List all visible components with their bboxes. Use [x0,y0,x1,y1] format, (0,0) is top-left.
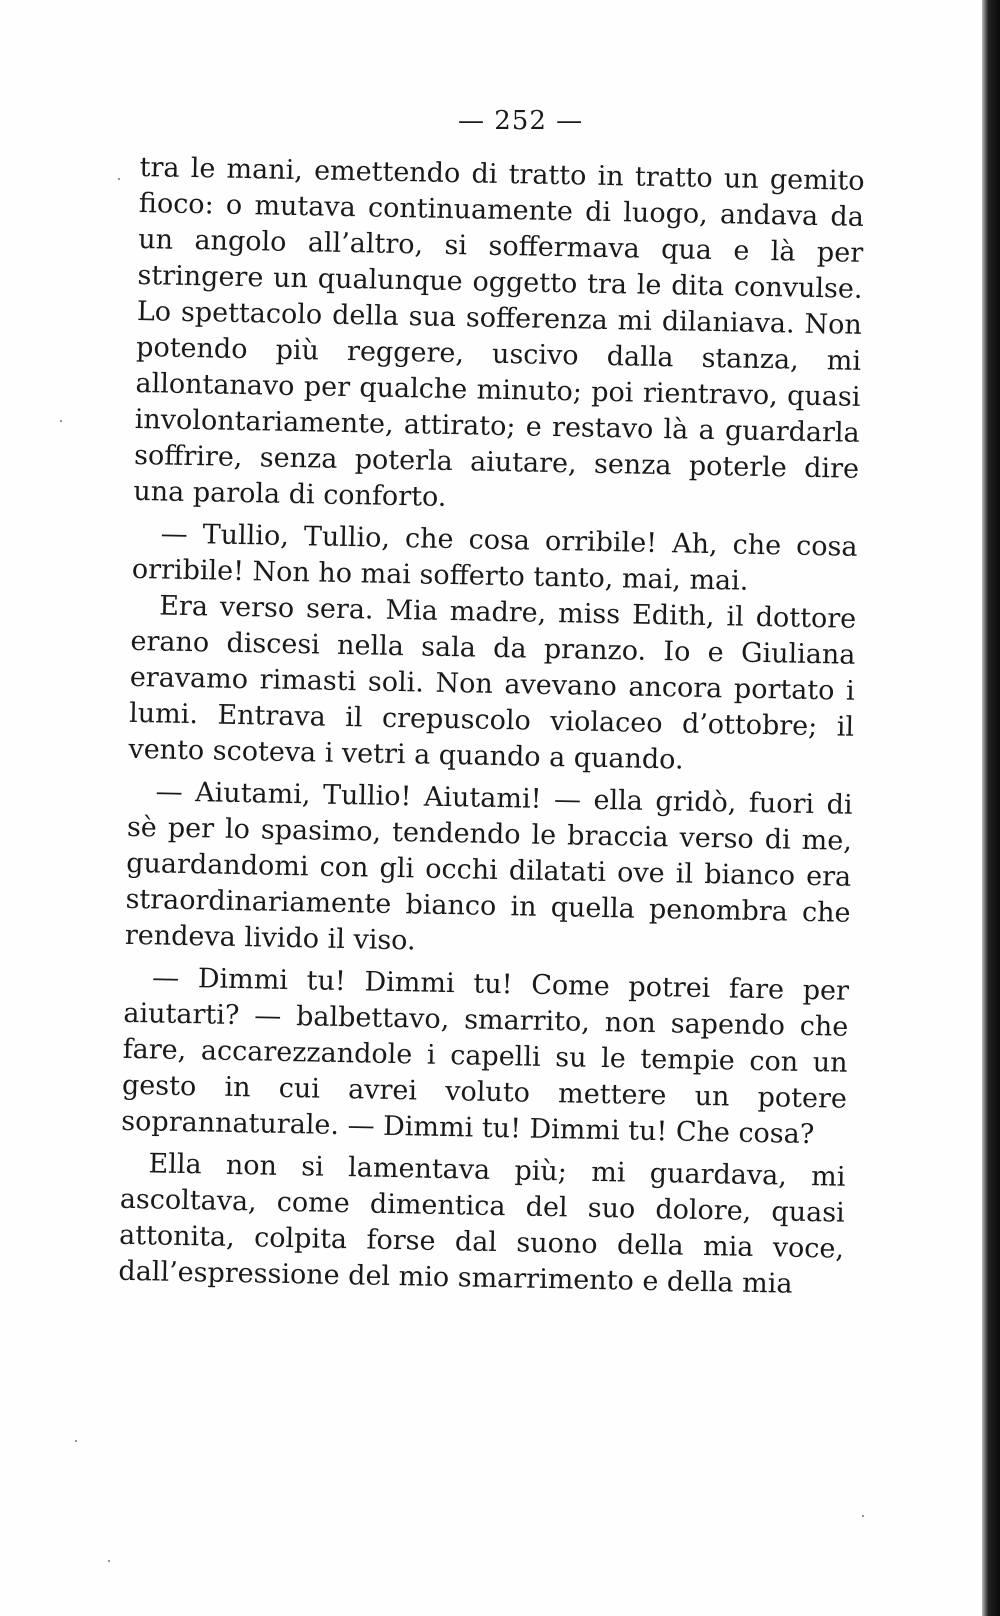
body-text [118,150,865,1304]
specks [75,1440,77,1442]
paragraph-dialogue: — Dimmi tu! Dimmi tu! Come potrei fare per aiutarti? — balbettavo, smarrito, non sapendo che fare, accarezzandole i capelli su le tempie con un gesto in cui avrei voluto mettere un potere soprannaturale. — Dimmi tu! Dimmi tu! Che cosa? [121,962,850,1151]
specks [108,1560,110,1562]
page-binding-edge [982,0,1000,1616]
paragraph-dialogue: — Aiutami, Tullio! Aiutami! — ella gridò, fuori di sè per lo spasimo, tendendo le braccia verso di me, guardandomi con gli occhi dilatati ove il bianco era straordinariamente bianco in quella penombra che rendeva livido il viso. [124,776,853,957]
page-number: — 252 — [458,106,584,136]
specks [118,178,120,180]
specks [862,1515,864,1517]
paragraph-continuation: tra le mani, emettendo di tratto in tratto un gemito fioco: o mutava continuamente di luogo, andava da un angolo all’altro, si soffermava qua e là per stringere un qualunque oggetto tra le dita convulse. Lo spettacolo della sua sofferenza mi dilaniava. Non potendo più reggere, uscivo dalla stanza, mi allontanavo per qualche minuto; poi rientravo, quasi involontariamente, attirato; e restavo là a guardarla soffrire, senza poterla aiutare, senza poterle dire una parola di conforto. [133,151,865,513]
paragraph-narration: Ella non si lamentava più; mi guardava, mi ascoltava, come dimentica del suo dolore, quasi attonita, colpita forse dal suono della mia voce, dall’espressione del mio smarrimento e della mia [118,1148,846,1300]
paragraph-dialogue: — Tullio, Tullio, che cosa orribile! Ah, che cosa orribile! Non ho mai sofferto tanto, mai, mai. [131,518,858,597]
specks [60,420,62,422]
paragraph-narration: Era verso sera. Mia madre, miss Edith, il dottore erano discesi nella sala da pranzo. Io e Giuliana eravamo rimasti soli. Non avevano ancora portato i lumi. Entrava il crepuscolo violaceo d’ottobre; il vento scoteva i vetri a quando a quando. [128,590,857,776]
